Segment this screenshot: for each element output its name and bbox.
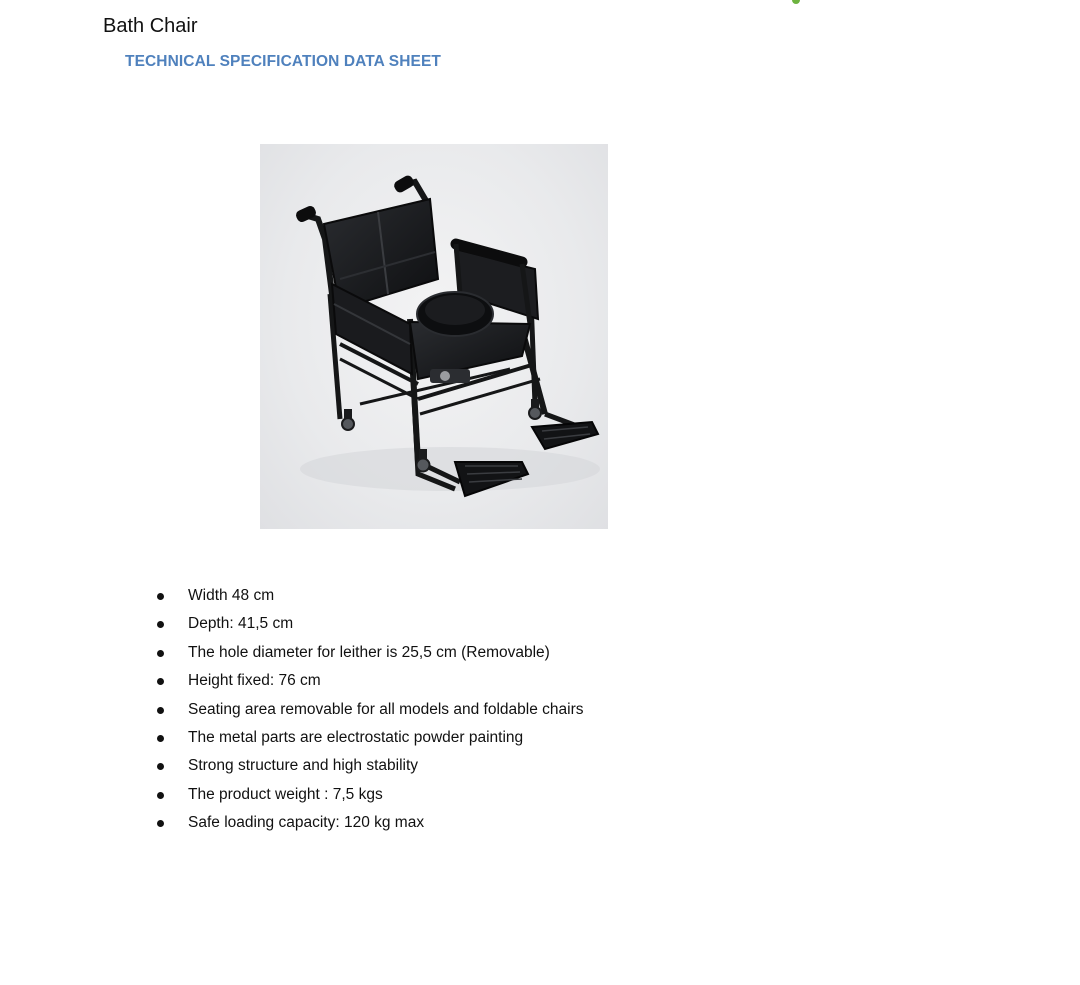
bullet-icon [157,792,164,799]
bullet-icon [157,820,164,827]
spec-text: The metal parts are electrostatic powder painting [188,728,524,746]
spec-text: Strong structure and high stability [188,757,419,775]
list-item [150,754,583,782]
bullet-icon [157,735,164,742]
specification-list [150,584,583,840]
document-title: Bath Chair [103,15,198,37]
bullet-icon [157,621,164,628]
list-item [150,669,583,697]
spec-text: Height fixed: 76 cm [188,672,321,690]
list-item [150,726,583,754]
bullet-icon [157,650,164,657]
spec-text: Safe loading capacity: 120 kg max [188,814,425,832]
bath-chair-illustration [260,144,608,529]
spec-text: The product weight : 7,5 kgs [188,785,383,803]
list-item [150,612,583,640]
list-item [150,584,583,612]
bullet-icon [157,763,164,770]
list-item [150,783,583,811]
bullet-icon [157,707,164,714]
spec-text: Width 48 cm [188,587,275,604]
bullet-icon [157,593,164,600]
spec-text: Seating area removable for all models and foldable chairs [188,700,584,718]
product-photo [260,144,608,529]
spec-text: The hole diameter for leither is 25,5 cm (Removable) [188,643,550,661]
list-item [150,641,583,669]
document-subtitle: TECHNICAL SPECIFICATION DATA SHEET [125,53,441,70]
spec-text: Depth: 41,5 cm [188,615,294,633]
corner-decoration [792,0,800,4]
bullet-icon [157,678,164,685]
list-item [150,698,583,726]
list-item [150,811,583,839]
